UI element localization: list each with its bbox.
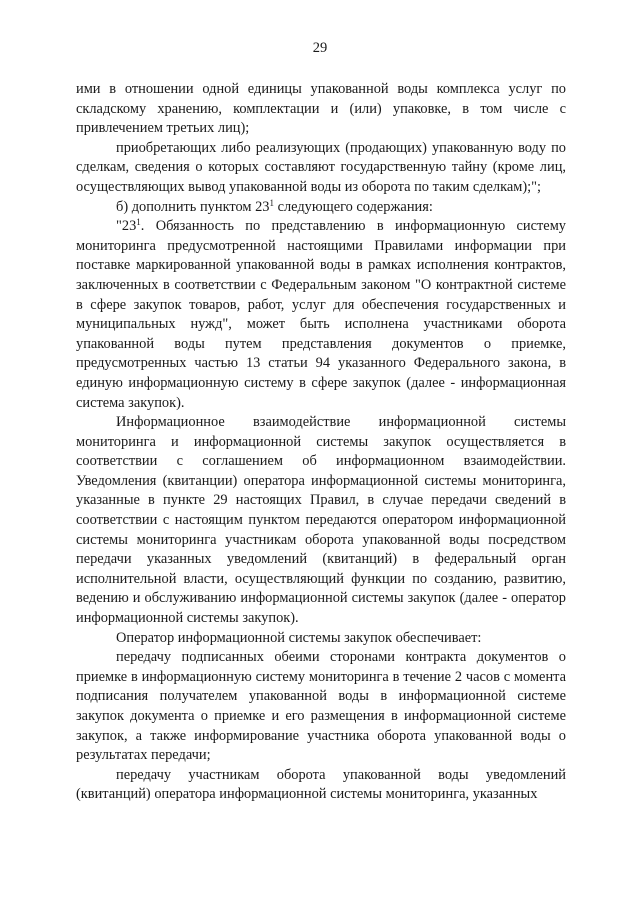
paragraph-transfer-notifications: передачу участникам оборота упакованной воды уведомлений (квитанций) оператора информационной системы мониторинга, указанных	[76, 766, 566, 803]
paragraph-amendment-b	[76, 198, 566, 218]
page-number: 29	[312, 40, 328, 56]
paragraph-operator-provides: Оператор информационной системы закупок обеспечивает:	[116, 629, 482, 646]
clause-23-1-superscript: 1	[136, 217, 141, 228]
amendment-b-text-end: следующего содержания:	[273, 198, 433, 215]
amendment-b-superscript: 1	[269, 197, 274, 208]
paragraph-acquirers: приобретающих либо реализующих (продающих) упакованную воду по сделкам, сведения о которых составляют государственную тайну (кроме лиц, осуществляющих вывод упакованной воды из оборота по таким сделкам);";	[76, 139, 566, 195]
paragraph-clause-23-1	[76, 217, 566, 413]
paragraph-transfer-documents: передачу подписанных обеими сторонами контракта документов о приемке в информационную систему мониторинга в течение 2 часов с момента подписания получателем упакованной воды в информационной системе закупок документа о приемке и его размещения в информационной системе закупок, а также информирование участника оборота упакованной воды о результатах передачи;	[76, 649, 566, 764]
paragraph-continuation: ими в отношении одной единицы упакованной воды комплекса услуг по складскому хранению, комплектации и (или) упаковке, в том числе с привлечением третьих лиц);	[76, 81, 566, 137]
amendment-b-text-start: б) дополнить пунктом 23	[116, 198, 270, 215]
clause-23-1-number: "23	[116, 218, 137, 235]
document-body	[76, 80, 566, 805]
clause-23-1-text: . Обязанность по представлению в информационную систему мониторинга предусмотренной настоящими Правилами информации при поставке маркированной упакованной воды в рамках исполнения контрактов, заключенных в соответствии с Федеральным законом "О контрактной системе в сфере закупок товаров, работ, услуг для обеспечения государственных и муниципальных нужд", может быть исполнена участниками оборота упакованной воды путем представления документов о приемке, предусмотренных частью 13 статьи 94 указанного Федерального закона, в единую информационную систему в сфере закупок (далее - информационная система закупок).	[76, 218, 566, 411]
paragraph-information-interaction: Информационное взаимодействие информационной системы мониторинга и информационной системы закупок осуществляется в соответствии с соглашением об информационном взаимодействии. Уведомления (квитанции) оператора информационной системы мониторинга, указанные в пункте 29 настоящих Правил, в случае передачи сведений в соответствии с настоящим пунктом передаются оператором информационной системы мониторинга участникам оборота упакованной воды посредством передачи указанных уведомлений (квитанций) в федеральный орган исполнительной власти, осуществляющий функции по созданию, развитию, ведению и обслуживанию информационной системы закупок (далее - оператор информационной системы закупок).	[76, 414, 566, 627]
